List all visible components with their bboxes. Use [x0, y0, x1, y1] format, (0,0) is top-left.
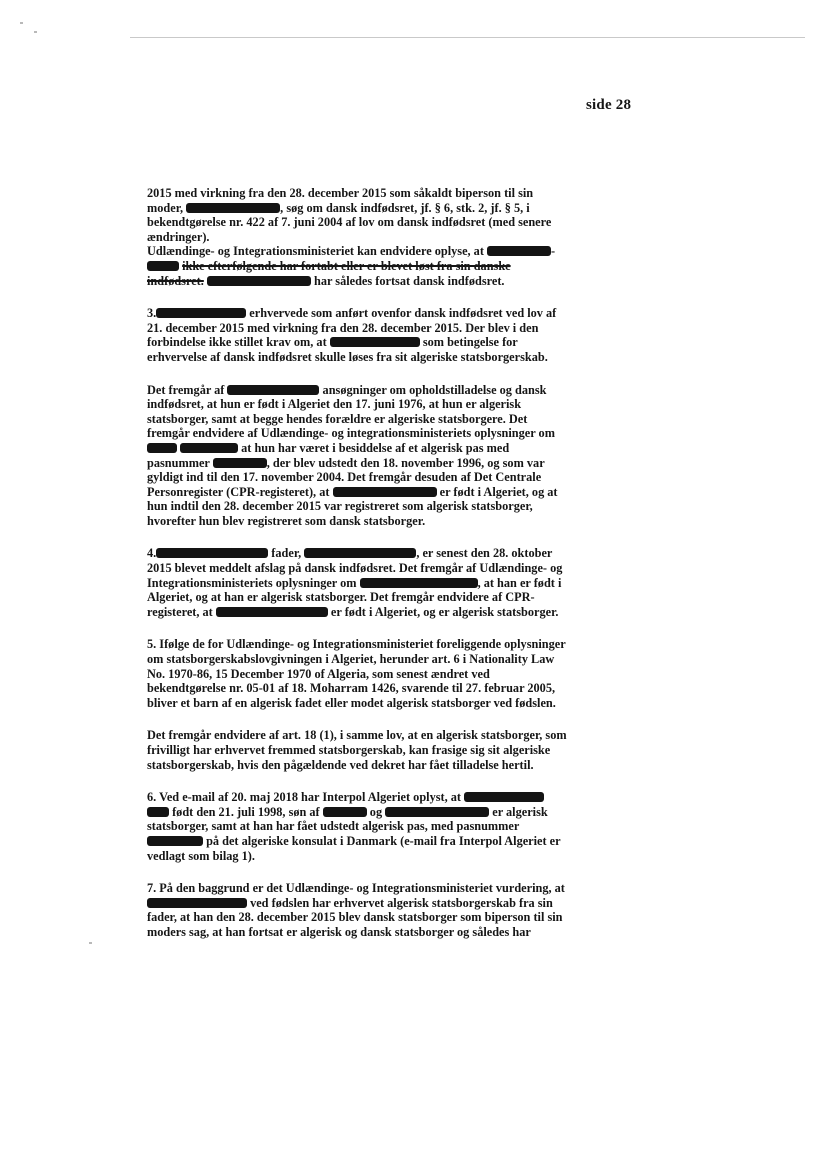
- scan-speck: [20, 22, 23, 24]
- struck-text: ikke efterfølgende har fortabt eller er blevet løst fra sin danske indfødsret.: [147, 258, 511, 288]
- paragraph-2-info: Udlændinge- og Integrationsministeriet kan endvidere oplyse, at - ikke efterfølgende har fortabt eller er blevet løst fra sin danske indfødsret. har således fortsat dansk indfødsret.: [147, 244, 556, 288]
- redaction-bar: [180, 443, 238, 453]
- redaction-bar: [304, 548, 416, 558]
- redaction-bar: [360, 578, 478, 588]
- redaction-bar: [333, 487, 437, 497]
- paragraph-3: 3. erhvervede som anført ovenfor dansk indfødsret ved lov af 21. december 2015 med virkning fra den 28. december 2015. Der blev i den forbindelse ikke stillet krav om, at som betingelse for erhvervelse af dansk indfødsret skulle løses fra sit algeriske statsborgerskab.: [147, 306, 557, 364]
- redaction-bar: [323, 807, 367, 817]
- redaction-bar: [186, 203, 280, 213]
- paragraph-5b: Det fremgår endvidere af art. 18 (1), i samme lov, at en algerisk statsborger, som frivilligt har erhvervet fremmed statsborgerskab, kan frasige sig sit algeriske statsborgerskab, hvis den pågældende ved dekret har fået tilladelse hertil.: [147, 728, 567, 772]
- document-body: [147, 186, 569, 958]
- page-number: side 28: [586, 97, 632, 113]
- paragraph-5: 5. Ifølge de for Udlændinge- og Integrationsministeriet foreliggende oplysninger om statsborgerskabslovgivningen i Algeriet, herunder art. 6 i Nationality Law No. 1970-86, 15 December 1970 of Algeria, som senest ændret ved bekendtgørelse nr. 05-01 af 18. Moharram 1426, svarende til 27. februar 2005, bliver et barn af en algerisk fadet eller modet algerisk statsborger ved fødslen.: [147, 637, 566, 710]
- redaction-bar: [147, 261, 179, 271]
- redaction-bar: [330, 337, 420, 347]
- redaction-bar: [156, 548, 268, 558]
- paragraph-2-continued: 2015 med virkning fra den 28. december 2015 som såkaldt biperson til sin moder, , søg om dansk indfødsret, jf. § 6, stk. 2, jf. § 5, i bekendtgørelse nr. 422 af 7. juni 2004 af lov om dansk indfødsret (med senere ændringer).: [147, 186, 552, 244]
- redaction-bar: [207, 276, 311, 286]
- paragraph-6: 6. Ved e-mail af 20. maj 2018 har Interpol Algeriet oplyst, at født den 21. juli 1998, søn af og er algerisk statsborger, samt at han har fået udstedt algerisk pas, med pasnummer på det algeriske konsulat i Danmark (e-mail fra Interpol Algeriet er vedlagt som bilag 1).: [147, 790, 561, 863]
- redaction-bar: [156, 308, 246, 318]
- redaction-bar: [216, 607, 328, 617]
- scan-speck: [34, 31, 37, 33]
- redaction-bar: [147, 443, 177, 453]
- redaction-bar: [213, 458, 267, 468]
- scan-speck: [89, 942, 92, 944]
- scan-edge-line: [130, 37, 805, 38]
- redaction-bar: [487, 246, 551, 256]
- redaction-bar: [147, 807, 169, 817]
- redaction-bar: [464, 792, 544, 802]
- paragraph-7: 7. På den baggrund er det Udlændinge- og Integrationsministeriet vurdering, at ved fødslen har erhvervet algerisk statsborgerskab fra sin fader, at han den 28. december 2015 blev dansk statsborger som biperson til sin moders sag, at han fortsat er algerisk og dansk statsborger og således har: [147, 881, 565, 939]
- redaction-bar: [147, 836, 203, 846]
- paragraph-4: 4. fader, , er senest den 28. oktober 2015 blevet meddelt afslag på dansk indfødsret. Det fremgår af Udlændinge- og Integrationsministeriets oplysninger om , at han er født i Algeriet, og at han er algerisk statsborger. Det fremgår endvidere af CPR-registeret, at er født i Algeriet, og er algerisk statsborger.: [147, 546, 563, 619]
- redaction-bar: [385, 807, 489, 817]
- paragraph-3b: Det fremgår af ansøgninger om opholdstilladelse og dansk indfødsret, at hun er født i Algeriet den 17. juni 1976, at hun er algerisk statsborger, samt at begge hendes forældre er algeriske statsborgere. Det fremgår endvidere af Udlændinge- og integrationsministeriets oplysninger om at hun har været i besiddelse af et algerisk pas med pasnummer , der blev udstedt den 18. november 1996, og som var gyldigt ind til den 17. november 2004. Det fremgår desuden af Det Centrale Personregister (CPR-registeret), at er født i Algeriet, og at hun indtil den 28. december 2015 var registreret som algerisk statsborger, hvorefter hun blev registreret som dansk statsborger.: [147, 382, 558, 528]
- redaction-bar: [227, 385, 319, 395]
- redaction-bar: [147, 898, 247, 908]
